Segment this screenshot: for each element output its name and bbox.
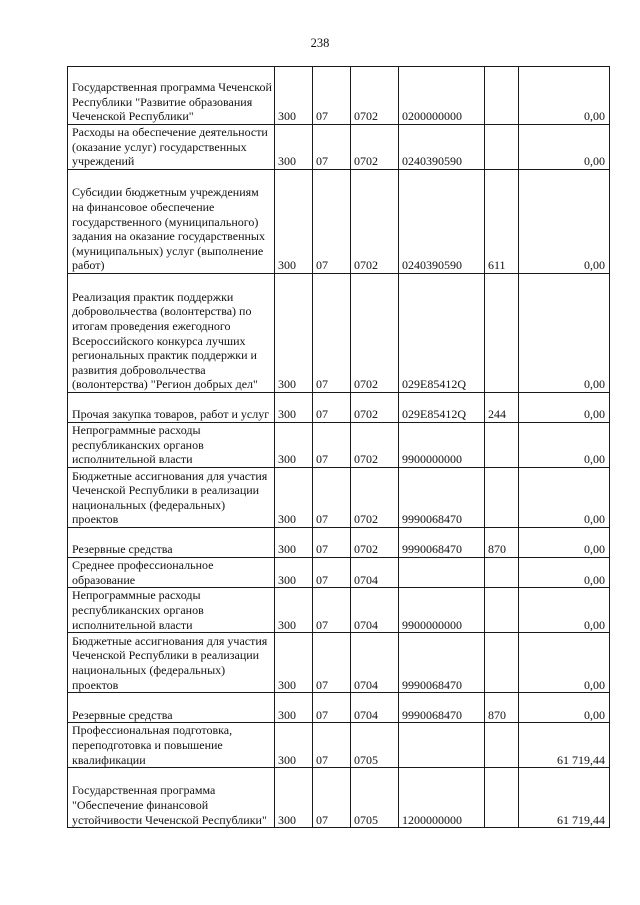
target-article-cell: 1200000000 — [399, 768, 485, 828]
target-article-cell: 029E85412Q — [399, 274, 485, 393]
table-row — [68, 633, 610, 693]
admin-code-cell: 300 — [275, 768, 313, 828]
target-article-cell: 9990068470 — [399, 693, 485, 723]
subsection-code-cell: 0705 — [351, 768, 399, 828]
target-article-cell: 029E85412Q — [399, 393, 485, 423]
section-code-cell: 07 — [313, 693, 351, 723]
table-row — [68, 558, 610, 588]
table-row — [68, 768, 610, 828]
target-article-cell: 9900000000 — [399, 423, 485, 468]
section-code-cell: 07 — [313, 468, 351, 528]
expense-type-cell — [485, 423, 519, 468]
admin-code-cell: 300 — [275, 633, 313, 693]
target-article-cell: 9990068470 — [399, 633, 485, 693]
amount-cell: 0,00 — [519, 588, 610, 633]
subsection-code-cell: 0704 — [351, 693, 399, 723]
section-code-cell: 07 — [313, 393, 351, 423]
target-article-cell: 0240390590 — [399, 125, 485, 170]
admin-code-cell: 300 — [275, 588, 313, 633]
admin-code-cell: 300 — [275, 693, 313, 723]
admin-code-cell: 300 — [275, 67, 313, 125]
subsection-code-cell: 0704 — [351, 588, 399, 633]
amount-cell: 0,00 — [519, 274, 610, 393]
amount-cell: 0,00 — [519, 693, 610, 723]
target-article-cell — [399, 558, 485, 588]
expense-type-cell — [485, 768, 519, 828]
section-code-cell: 07 — [313, 528, 351, 558]
expense-type-cell — [485, 67, 519, 125]
admin-code-cell: 300 — [275, 125, 313, 170]
admin-code-cell: 300 — [275, 393, 313, 423]
section-code-cell: 07 — [313, 274, 351, 393]
table-row — [68, 393, 610, 423]
row-name-cell: Субсидии бюджетным учреждениям на финансовое обеспечение государственного (муниципального) задания на оказание государственных (муниципальных) услуг (выполнение работ) — [68, 170, 275, 274]
expense-type-cell: 870 — [485, 693, 519, 723]
target-article-cell — [399, 723, 485, 768]
admin-code-cell: 300 — [275, 274, 313, 393]
expense-type-cell — [485, 633, 519, 693]
amount-cell: 0,00 — [519, 170, 610, 274]
row-name-cell: Резервные средства — [68, 528, 275, 558]
section-code-cell: 07 — [313, 723, 351, 768]
expense-type-cell — [485, 468, 519, 528]
amount-cell: 0,00 — [519, 393, 610, 423]
row-name-cell: Непрограммные расходы республиканских органов исполнительной власти — [68, 588, 275, 633]
subsection-code-cell: 0702 — [351, 468, 399, 528]
section-code-cell: 07 — [313, 125, 351, 170]
row-name-cell: Резервные средства — [68, 693, 275, 723]
table-row — [68, 468, 610, 528]
table-row — [68, 588, 610, 633]
section-code-cell: 07 — [313, 558, 351, 588]
table-row — [68, 528, 610, 558]
expense-type-cell: 611 — [485, 170, 519, 274]
admin-code-cell: 300 — [275, 558, 313, 588]
amount-cell: 0,00 — [519, 633, 610, 693]
row-name-cell: Непрограммные расходы республиканских органов исполнительной власти — [68, 423, 275, 468]
expense-type-cell — [485, 723, 519, 768]
section-code-cell: 07 — [313, 423, 351, 468]
target-article-cell: 9990068470 — [399, 528, 485, 558]
table-row — [68, 170, 610, 274]
row-name-cell: Среднее профессиональное образование — [68, 558, 275, 588]
expense-type-cell: 244 — [485, 393, 519, 423]
target-article-cell: 9900000000 — [399, 588, 485, 633]
admin-code-cell: 300 — [275, 423, 313, 468]
table-row — [68, 723, 610, 768]
budget-table — [67, 66, 610, 828]
row-name-cell: Реализация практик поддержки добровольчества (волонтерства) по итогам проведения ежегодного Всероссийского конкурса лучших региональных практик поддержки и развития добровольчества (волонтерства) "Регион добрых дел" — [68, 274, 275, 393]
row-name-cell: Бюджетные ассигнования для участия Чеченской Республики в реализации национальных (федеральных) проектов — [68, 468, 275, 528]
row-name-cell: Государственная программа "Обеспечение финансовой устойчивости Чеченской Республики" — [68, 768, 275, 828]
expense-type-cell — [485, 588, 519, 633]
row-name-cell: Прочая закупка товаров, работ и услуг — [68, 393, 275, 423]
expense-type-cell: 870 — [485, 528, 519, 558]
row-name-cell: Профессиональная подготовка, переподготовка и повышение квалификации — [68, 723, 275, 768]
expense-type-cell — [485, 125, 519, 170]
subsection-code-cell: 0702 — [351, 170, 399, 274]
admin-code-cell: 300 — [275, 723, 313, 768]
section-code-cell: 07 — [313, 633, 351, 693]
target-article-cell: 0240390590 — [399, 170, 485, 274]
amount-cell: 61 719,44 — [519, 768, 610, 828]
amount-cell: 61 719,44 — [519, 723, 610, 768]
table-row — [68, 67, 610, 125]
subsection-code-cell: 0702 — [351, 125, 399, 170]
subsection-code-cell: 0702 — [351, 67, 399, 125]
amount-cell: 0,00 — [519, 468, 610, 528]
subsection-code-cell: 0702 — [351, 393, 399, 423]
subsection-code-cell: 0704 — [351, 633, 399, 693]
subsection-code-cell: 0702 — [351, 423, 399, 468]
admin-code-cell: 300 — [275, 528, 313, 558]
table-row — [68, 274, 610, 393]
amount-cell: 0,00 — [519, 67, 610, 125]
admin-code-cell: 300 — [275, 170, 313, 274]
expense-type-cell — [485, 558, 519, 588]
section-code-cell: 07 — [313, 588, 351, 633]
amount-cell: 0,00 — [519, 558, 610, 588]
subsection-code-cell: 0702 — [351, 528, 399, 558]
admin-code-cell: 300 — [275, 468, 313, 528]
target-article-cell: 9990068470 — [399, 468, 485, 528]
amount-cell: 0,00 — [519, 125, 610, 170]
amount-cell: 0,00 — [519, 423, 610, 468]
subsection-code-cell: 0702 — [351, 274, 399, 393]
budget-table-body — [68, 67, 610, 828]
page-number: 238 — [310, 36, 330, 50]
table-row — [68, 125, 610, 170]
expense-type-cell — [485, 274, 519, 393]
row-name-cell: Расходы на обеспечение деятельности (оказание услуг) государственных учреждений — [68, 125, 275, 170]
row-name-cell: Государственная программа Чеченской Республики "Развитие образования Чеченской Республики" — [68, 67, 275, 125]
section-code-cell: 07 — [313, 170, 351, 274]
subsection-code-cell: 0705 — [351, 723, 399, 768]
subsection-code-cell: 0704 — [351, 558, 399, 588]
amount-cell: 0,00 — [519, 528, 610, 558]
section-code-cell: 07 — [313, 67, 351, 125]
target-article-cell: 0200000000 — [399, 67, 485, 125]
table-row — [68, 693, 610, 723]
table-row — [68, 423, 610, 468]
row-name-cell: Бюджетные ассигнования для участия Чеченской Республики в реализации национальных (федеральных) проектов — [68, 633, 275, 693]
section-code-cell: 07 — [313, 768, 351, 828]
